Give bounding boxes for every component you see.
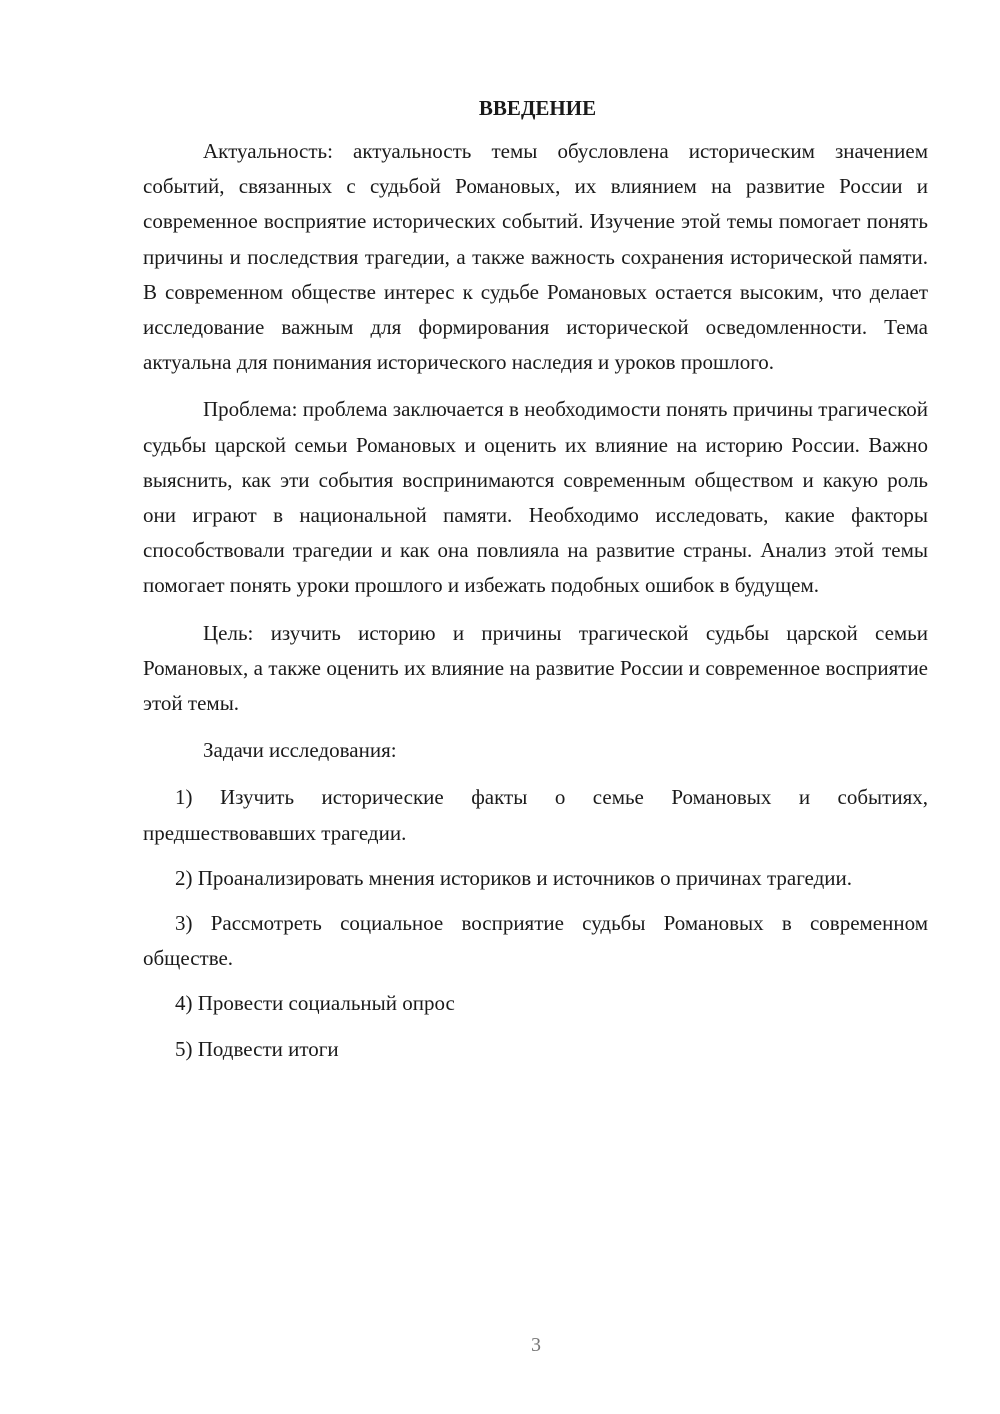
document-page bbox=[143, 94, 928, 1077]
task-item: 3) Рассмотреть социальное восприятие судьбы Романовых в современном обществе. bbox=[143, 911, 928, 971]
task-item: 2) Проанализировать мнения историков и источников о причинах трагедии. bbox=[175, 865, 853, 890]
page-number: 3 bbox=[531, 1334, 541, 1356]
task-item: 5) Подвести итоги bbox=[175, 1036, 339, 1061]
task-item: 4) Провести социальный опрос bbox=[175, 991, 455, 1016]
goal-paragraph: Цель: изучить историю и причины трагической судьбы царской семьи Романовых, а также оценить их влияние на развитие России и современное восприятие этой темы. bbox=[143, 620, 928, 716]
tasks-heading: Задачи исследования: bbox=[203, 738, 397, 763]
relevance-paragraph: Актуальность: актуальность темы обусловлена историческим значением событий, связанных с судьбой Романовых, их влиянием на развитие России и современное восприятие исторических событий. Изучение этой темы помогает понять причины и последствия трагедии, а также важность сохранения исторической памяти. В современном обществе интерес к судьбе Романовых остается высоким, что делает исследование важным для формирования исторической осведомленности. Тема актуальна для понимания исторического наследия и уроков прошлого. bbox=[143, 139, 928, 375]
task-item: 1) Изучить исторические факты о семье Романовых и событиях, предшествовавших трагедии. bbox=[143, 785, 928, 845]
problem-paragraph: Проблема: проблема заключается в необходимости понять причины трагической судьбы царской семьи Романовых и оценить их влияние на историю России. Важно выяснить, как эти события воспринимаются современным обществом и какую роль они играют в национальной памяти. Необходимо исследовать, какие факторы способствовали трагедии и как она повлияла на развитие страны. Анализ этой темы помогает понять уроки прошлого и избежать подобных ошибок в будущем. bbox=[143, 397, 928, 598]
section-title: ВВЕДЕНИЕ bbox=[478, 96, 597, 120]
